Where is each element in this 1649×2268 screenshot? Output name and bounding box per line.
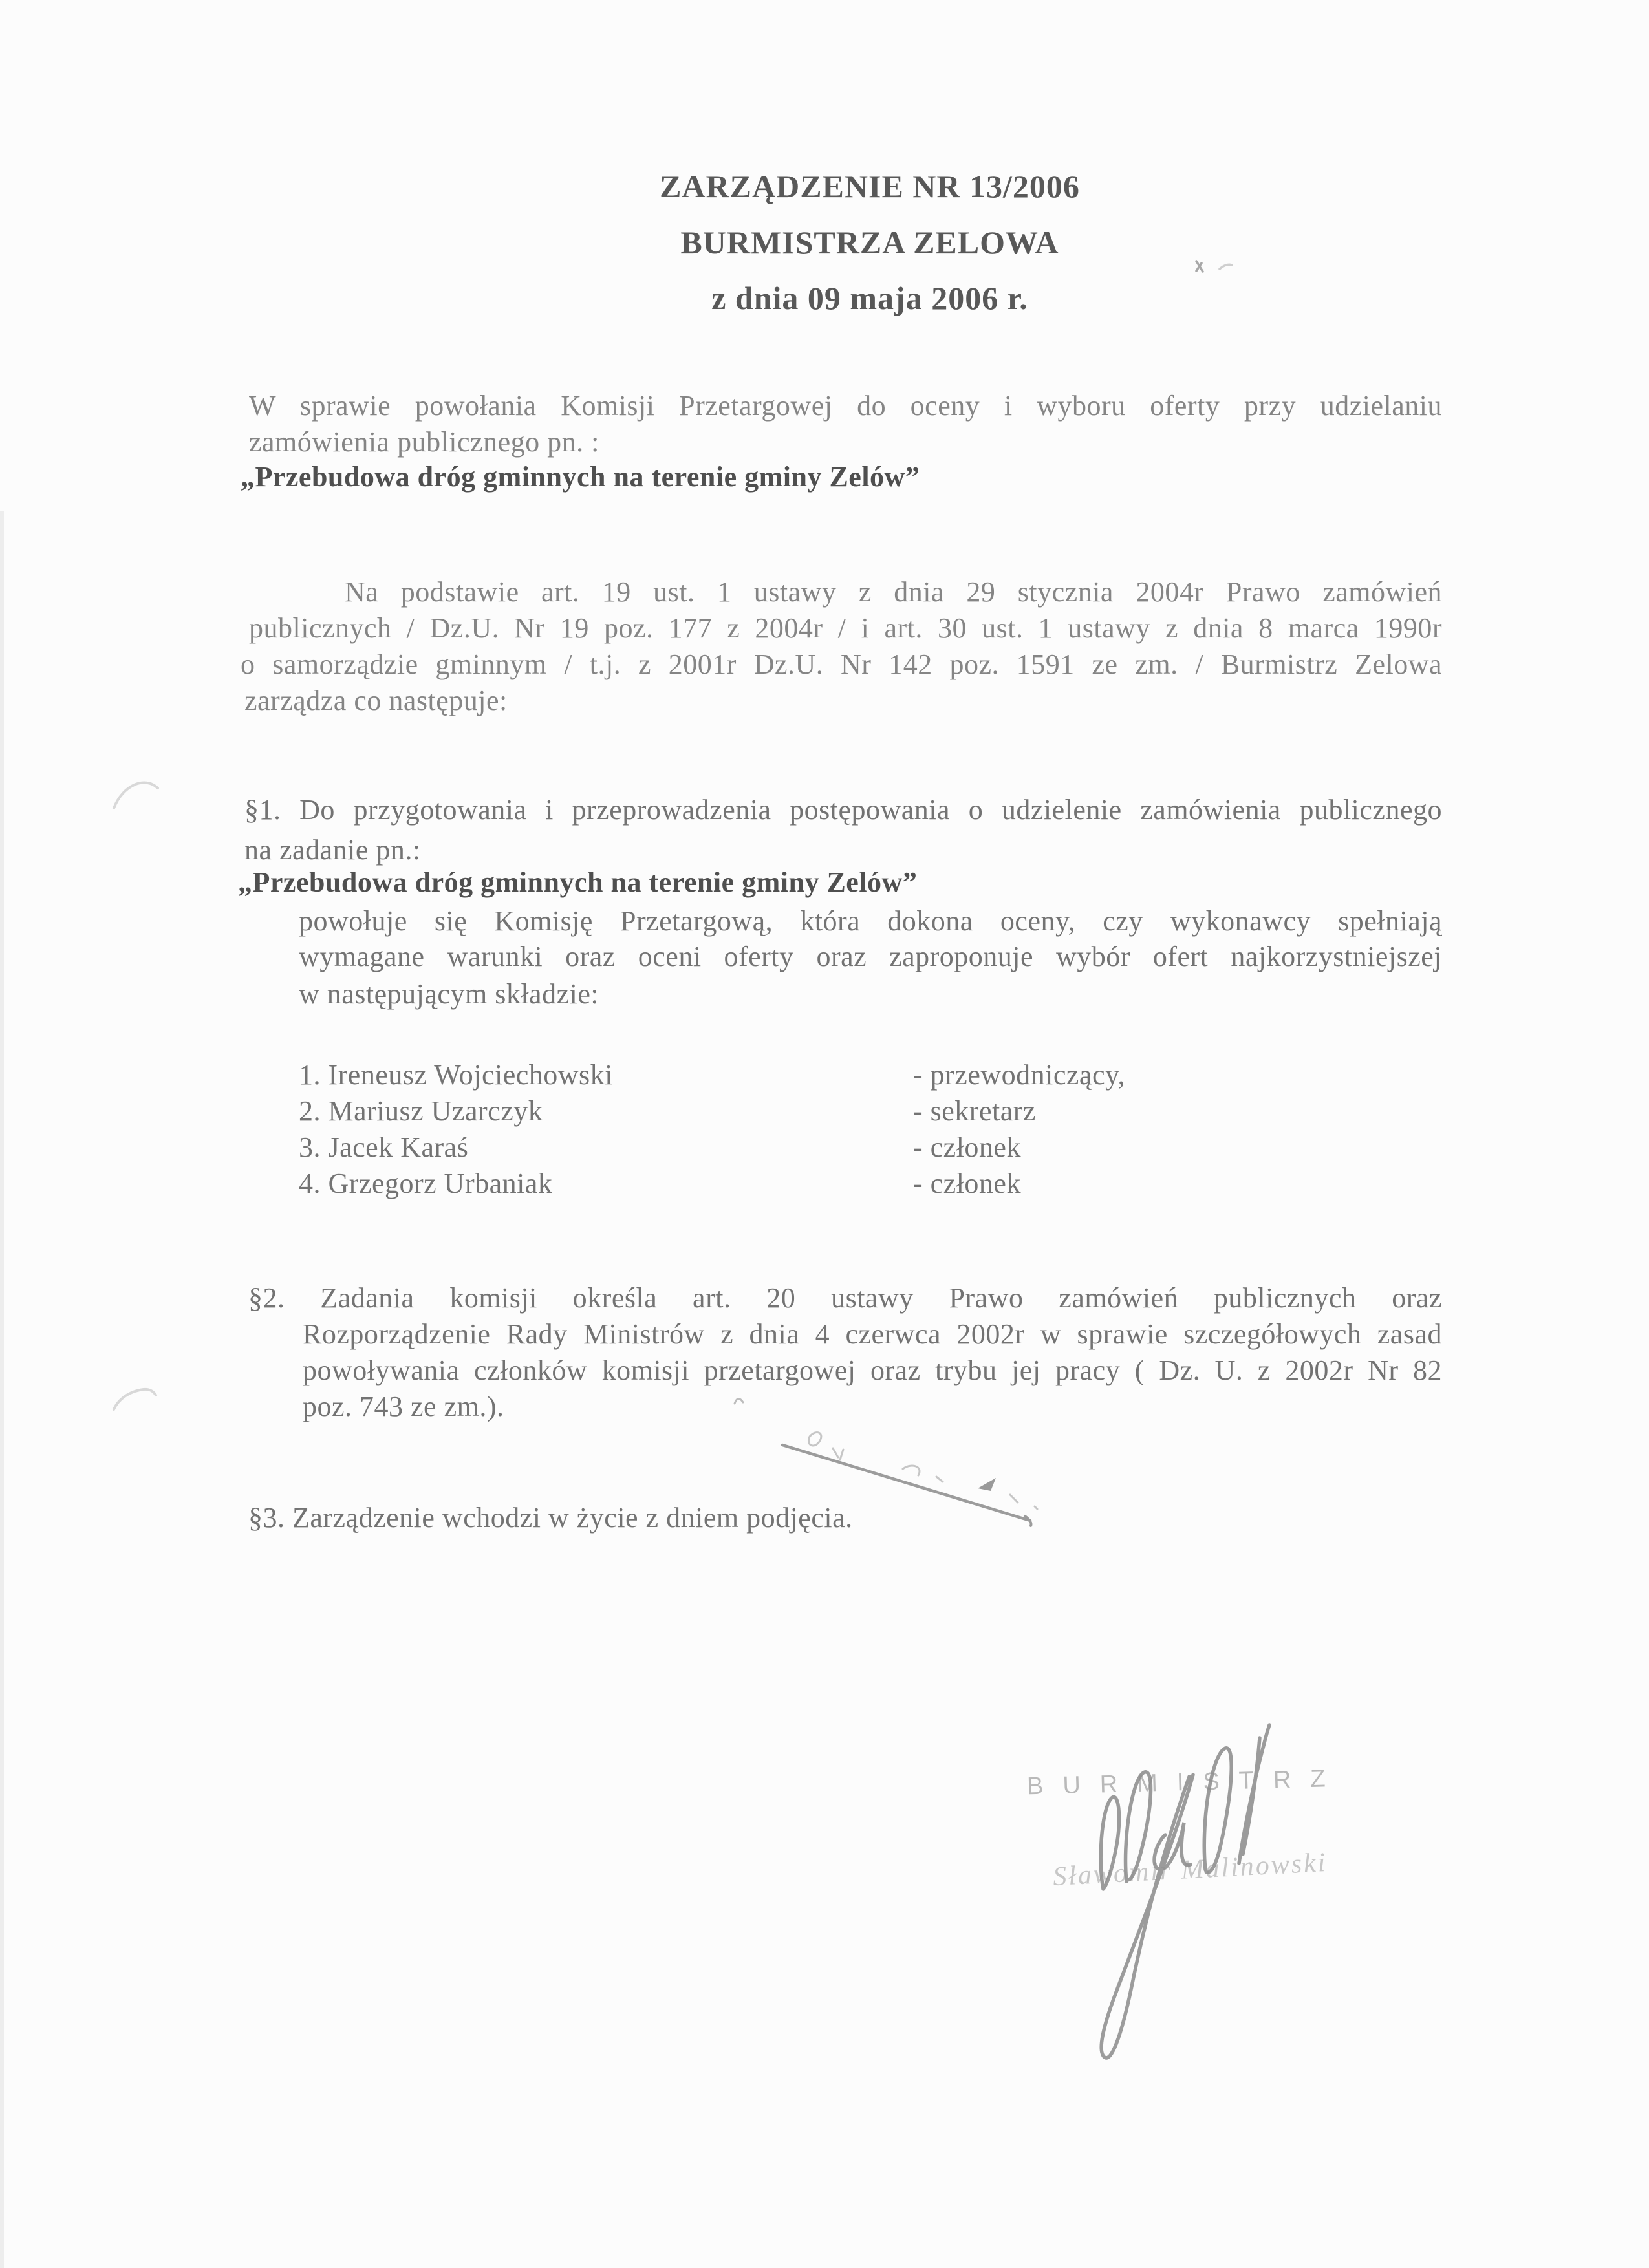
legal-basis-line: publicznych / Dz.U. Nr 19 poz. 177 z 2004r / i art. 30 ust. 1 ustawy z dnia 8 marca 1990r: [249, 612, 1442, 644]
doc-title-issuer: BURMISTRZA ZELOWA: [680, 224, 1059, 261]
member-name: 3. Jacek Karaś: [299, 1131, 469, 1163]
small-pen-mark: [735, 1398, 743, 1404]
signer-name-stamp: Sławomir Malinowski: [1052, 1847, 1328, 1892]
pencil-scribble: [978, 1478, 996, 1491]
section1-line: na zadanie pn.:: [244, 834, 421, 866]
doc-title-number: ZARZĄDZENIE NR 13/2006: [660, 168, 1080, 204]
intro-line: zamówienia publicznego pn. :: [249, 426, 599, 458]
member-name: 1. Ireneusz Wojciechowski: [299, 1059, 613, 1091]
legal-basis-line: o samorządzie gminnym / t.j. z 2001r Dz.U. Nr 142 poz. 1591 ze zm. / Burmistrz Zelowa: [241, 648, 1442, 680]
margin-arc-mark: [114, 783, 158, 808]
section1-subject: „Przebudowa dróg gminnych na terenie gminy Zelów”: [238, 866, 918, 898]
section1-line: §1. Do przygotowania i przeprowadzenia postępowania o udzielenie zamówienia publicznego: [244, 794, 1442, 826]
member-role: - sekretarz: [913, 1095, 1036, 1127]
small-pen-mark: [1196, 261, 1232, 272]
member-role: - członek: [913, 1168, 1021, 1199]
section2-line: powoływania członków komisji przetargowej oraz trybu jej pracy ( Dz. U. z 2002r Nr 82: [303, 1354, 1442, 1386]
section2-line: Rozporządzenie Rady Ministrów z dnia 4 czerwca 2002r w sprawie szczegółowych zasad: [303, 1318, 1442, 1350]
intro-subject: „Przebudowa dróg gminnych na terenie gminy Zelów”: [241, 461, 920, 493]
member-role: - przewodniczący,: [913, 1059, 1126, 1091]
section1-line: powołuje się Komisję Przetargową, która dokona oceny, czy wykonawcy spełniają: [299, 905, 1442, 937]
scan-edge-artifact: [0, 511, 4, 2268]
pencil-scribble: [808, 1433, 1037, 1509]
legal-basis-line: zarządza co następuje:: [244, 685, 508, 716]
section1-line: w następującym składzie:: [299, 978, 599, 1010]
section2-line: §2. Zadania komisji określa art. 20 ustawy Prawo zamówień publicznych oraz: [248, 1282, 1442, 1314]
member-name: 2. Mariusz Uzarczyk: [299, 1095, 543, 1127]
member-role: - członek: [913, 1131, 1021, 1163]
legal-basis-line: Na podstawie art. 19 ust. 1 ustawy z dnia 29 stycznia 2004r Prawo zamówień: [345, 576, 1442, 608]
doc-title-date: z dnia 09 maja 2006 r.: [711, 280, 1028, 316]
section3-line: §3. Zarządzenie wchodzi w życie z dniem podjęcia.: [248, 1502, 853, 1534]
intro-line: W sprawie powołania Komisji Przetargowej do oceny i wyboru oferty przy udzielaniu: [249, 390, 1442, 422]
member-name: 4. Grzegorz Urbaniak: [299, 1168, 553, 1199]
burmistrz-stamp-text: BURMISTRZ: [1026, 1764, 1346, 1801]
section2-line: poz. 743 ze zm.).: [303, 1391, 504, 1422]
section1-line: wymagane warunki oraz oceni oferty oraz zaproponuje wybór ofert najkorzystniejszej: [299, 941, 1442, 972]
margin-arc-mark: [114, 1389, 156, 1409]
